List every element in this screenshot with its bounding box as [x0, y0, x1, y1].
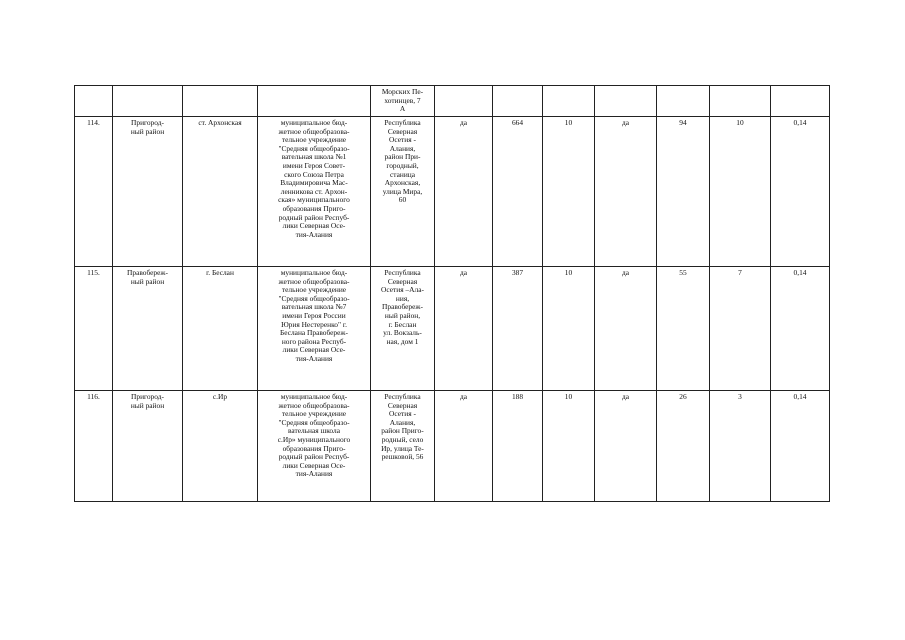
address-cell: Республика Северная Осетия - Алания, район При- городный, станица Архонская, улица Мира, 60 — [371, 117, 435, 267]
address-cell: Республика Северная Осетия –Ала- ния, Правобереж- ный район, г. Беслан ул. Вокзаль- ная, дом 1 — [371, 267, 435, 391]
value-cell-12: 0,14 — [771, 117, 830, 267]
locality-cell — [183, 86, 258, 117]
institution-cell — [258, 86, 371, 117]
value-cell-10: 94 — [657, 117, 710, 267]
value-cell-9: да — [595, 391, 657, 502]
value-cell-8: 10 — [543, 117, 595, 267]
value-cell-11: 7 — [710, 267, 771, 391]
district-cell: Пригород- ный район — [113, 117, 183, 267]
value-cell-11: 3 — [710, 391, 771, 502]
value-cell-6: да — [435, 267, 493, 391]
institution-cell: муниципальное бюд- жетное общеобразова- тельное учреждение "Средняя общеобразо- вательная школа №7 имени Героя России Юрия Нестеренко" г. Беслана Правобереж- ного района Респуб- лики Северная Осе- тия-Алания — [258, 267, 371, 391]
value-cell-11: 10 — [710, 117, 771, 267]
locality-cell: с.Ир — [183, 391, 258, 502]
table-row — [75, 267, 830, 391]
row-number: 114. — [75, 117, 113, 267]
value-cell-12: 0,14 — [771, 267, 830, 391]
value-cell-6 — [435, 86, 493, 117]
value-cell-9 — [595, 86, 657, 117]
value-cell-10: 26 — [657, 391, 710, 502]
value-cell-7: 387 — [493, 267, 543, 391]
value-cell-8: 10 — [543, 267, 595, 391]
row-number: 115. — [75, 267, 113, 391]
institution-cell: муниципальное бюд- жетное общеобразова- тельное учреждение "Средняя общеобразо- вательная школа с.Ир» муниципального образования Приго- родный район Респуб- лики Северная Осе- тия-Алания — [258, 391, 371, 502]
value-cell-8 — [543, 86, 595, 117]
value-cell-10: 55 — [657, 267, 710, 391]
address-cell: Республика Северная Осетия - Алания, район Приго- родный, село Ир, улица Те- решковой, 56 — [371, 391, 435, 502]
address-cell: Морских Пе- хотинцев, 7 А — [371, 86, 435, 117]
row-number: 116. — [75, 391, 113, 502]
value-cell-12 — [771, 86, 830, 117]
district-cell: Пригород- ный район — [113, 391, 183, 502]
locality-cell: ст. Архонская — [183, 117, 258, 267]
schools-table — [74, 85, 830, 502]
value-cell-12: 0,14 — [771, 391, 830, 502]
value-cell-10 — [657, 86, 710, 117]
district-cell: Правобереж- ный район — [113, 267, 183, 391]
value-cell-6: да — [435, 117, 493, 267]
table-row — [75, 391, 830, 502]
district-cell — [113, 86, 183, 117]
value-cell-9: да — [595, 267, 657, 391]
value-cell-9: да — [595, 117, 657, 267]
row-number — [75, 86, 113, 117]
value-cell-7: 188 — [493, 391, 543, 502]
table-row — [75, 86, 830, 117]
value-cell-11 — [710, 86, 771, 117]
value-cell-6: да — [435, 391, 493, 502]
table-row — [75, 117, 830, 267]
value-cell-7 — [493, 86, 543, 117]
locality-cell: г. Беслан — [183, 267, 258, 391]
value-cell-7: 664 — [493, 117, 543, 267]
institution-cell: муниципальное бюд- жетное общеобразова- тельное учреждение "Средняя общеобразо- вательная школа №1 имени Героя Совет- ского Союза Петра Владимировича Мас- ленникова ст. Архон- ская» муниципального образования Приго- родный район Респуб- лики Северная Осе- тия-Алания — [258, 117, 371, 267]
value-cell-8: 10 — [543, 391, 595, 502]
